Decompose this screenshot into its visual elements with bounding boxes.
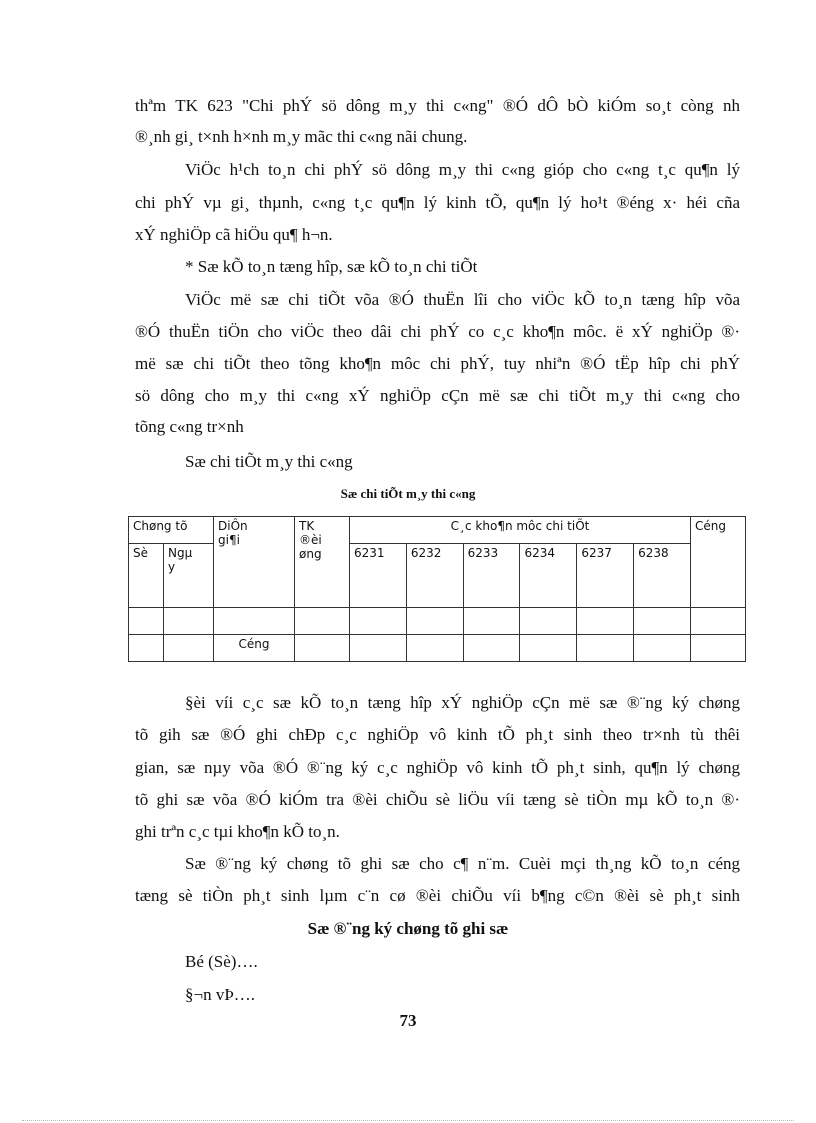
paragraph-line: sö dông cho m¸y thi c«ng xÝ nghiÖp cÇn më sæ chi tiÕt m¸y thi c«ng cho — [135, 386, 740, 405]
paragraph-line: tõ gih sæ ®Ó ghi chÐp c¸c nghiÖp vô kinh tÕ ph¸t sinh theo tr×nh tù thêi — [135, 725, 740, 744]
paragraph-line: ®¸nh gi¸ t×nh h×nh m¸y mãc thi c«ng nãi chung. — [135, 127, 468, 146]
header-tk-line3: øng — [299, 547, 322, 561]
account-6238: 6238 — [634, 544, 691, 608]
table-total-row — [129, 635, 746, 662]
paragraph-line: tæng sè tiÒn ph¸t sinh lµm c¨n cø ®èi chiÕu víi b¶ng c©n ®èi sè ph¸t sinh — [135, 886, 740, 905]
header-contra-account — [295, 517, 350, 608]
header-description-line2: gi¶i — [218, 533, 240, 547]
paragraph-line: ®Ó thuËn tiÖn cho viÖc theo dâi chi phÝ co c¸c kho¶n môc. ë xÝ nghiÖp ®· — [135, 322, 740, 341]
page-number: 73 — [399, 1011, 417, 1030]
header-description — [214, 517, 295, 608]
section-title: Sæ ®¨ng ký chøng tõ ghi sæ — [307, 919, 509, 938]
header-total: Céng — [691, 517, 746, 608]
paragraph-line: tõng c«ng tr×nh — [135, 417, 244, 436]
header-date-line1: Ngµ — [168, 546, 193, 560]
field-book-number: Bé (Sè)…. — [185, 952, 258, 971]
account-6231: 6231 — [350, 544, 407, 608]
paragraph-line: chi phÝ vµ gi¸ thµnh, c«ng t¸c qu¶n lý kinh tÕ, qu¶n lý ho¹t ®éng x· héi cña — [135, 193, 740, 212]
table-row — [129, 608, 746, 635]
page-bottom-rule — [22, 1120, 794, 1121]
header-tk-line1: TK — [299, 519, 315, 533]
machine-detail-table — [128, 516, 746, 662]
account-6234: 6234 — [520, 544, 577, 608]
total-label: Céng — [214, 635, 295, 662]
paragraph-line: xÝ nghiÖp cã hiÖu qu¶ h¬n. — [135, 225, 333, 244]
section-heading: * Sæ kÕ to¸n tæng hîp, sæ kÕ to¸n chi tiÕt — [185, 257, 478, 276]
paragraph-line: thª​m TK 623 "Chi phÝ sö dông m¸y thi c«ng" ®Ó dÔ bÒ kiÓm so¸t còng nh — [135, 96, 740, 115]
account-6237: 6237 — [577, 544, 634, 608]
paragraph-line: Sæ ®¨ng ký chøng tõ ghi sæ cho c¶ n¨m. Cuèi mçi th¸ng kÕ to¸n céng — [185, 854, 740, 873]
paragraph-line: tõ ghi sæ võa ®Ó kiÓm tra ®èi chiÕu sè liÖu víi tæng sè tiÒn mµ kÕ to¸n ®· — [135, 790, 740, 809]
header-number: Sè — [129, 544, 164, 608]
header-tk-line2: ®èi — [299, 533, 322, 547]
field-unit: §¬n vÞ…. — [185, 985, 256, 1004]
table-caption: Sæ chi tiÕt m¸y thi c«ng — [340, 486, 476, 501]
paragraph-line: gian, sæ nµy võa ®Ó ®¨ng ký c¸c nghiÖp vô kinh tÕ ph¸t sinh, qu¶n lý chøng — [135, 758, 740, 777]
header-description-line1: DiÔn — [218, 519, 248, 533]
header-date-line2: y — [168, 560, 176, 574]
header-voucher: Chøng tõ — [129, 517, 214, 544]
paragraph-line: më sæ chi tiÕt theo tõng kho¶n môc chi phÝ, tuy nhiªn ®Ó tËp hîp chi phÝ — [135, 354, 740, 373]
account-6233: 6233 — [463, 544, 520, 608]
header-detailed-items: C¸c kho¶n môc chi tiÕt — [350, 517, 691, 544]
paragraph-line: ViÖc më sæ chi tiÕt võa ®Ó thuËn lîi cho viÖc kÕ to¸n tæng hîp võa — [185, 290, 740, 309]
paragraph-line: §èi víi c¸c sæ kÕ to¸n tæng hîp xÝ nghiÖp cÇn më sæ ®¨ng ký chøng — [185, 693, 740, 712]
account-6232: 6232 — [406, 544, 463, 608]
sub-label: Sæ chi tiÕt m¸y thi c«ng — [185, 452, 353, 471]
paragraph-line: ViÖc h¹ch to¸n chi phÝ sö dông m¸y thi c«ng gióp cho c«ng t¸c qu¶n lý — [185, 160, 740, 179]
paragraph-line: ghi trªn c¸c tµi kho¶n kÕ to¸n. — [135, 822, 340, 841]
header-date — [164, 544, 214, 608]
